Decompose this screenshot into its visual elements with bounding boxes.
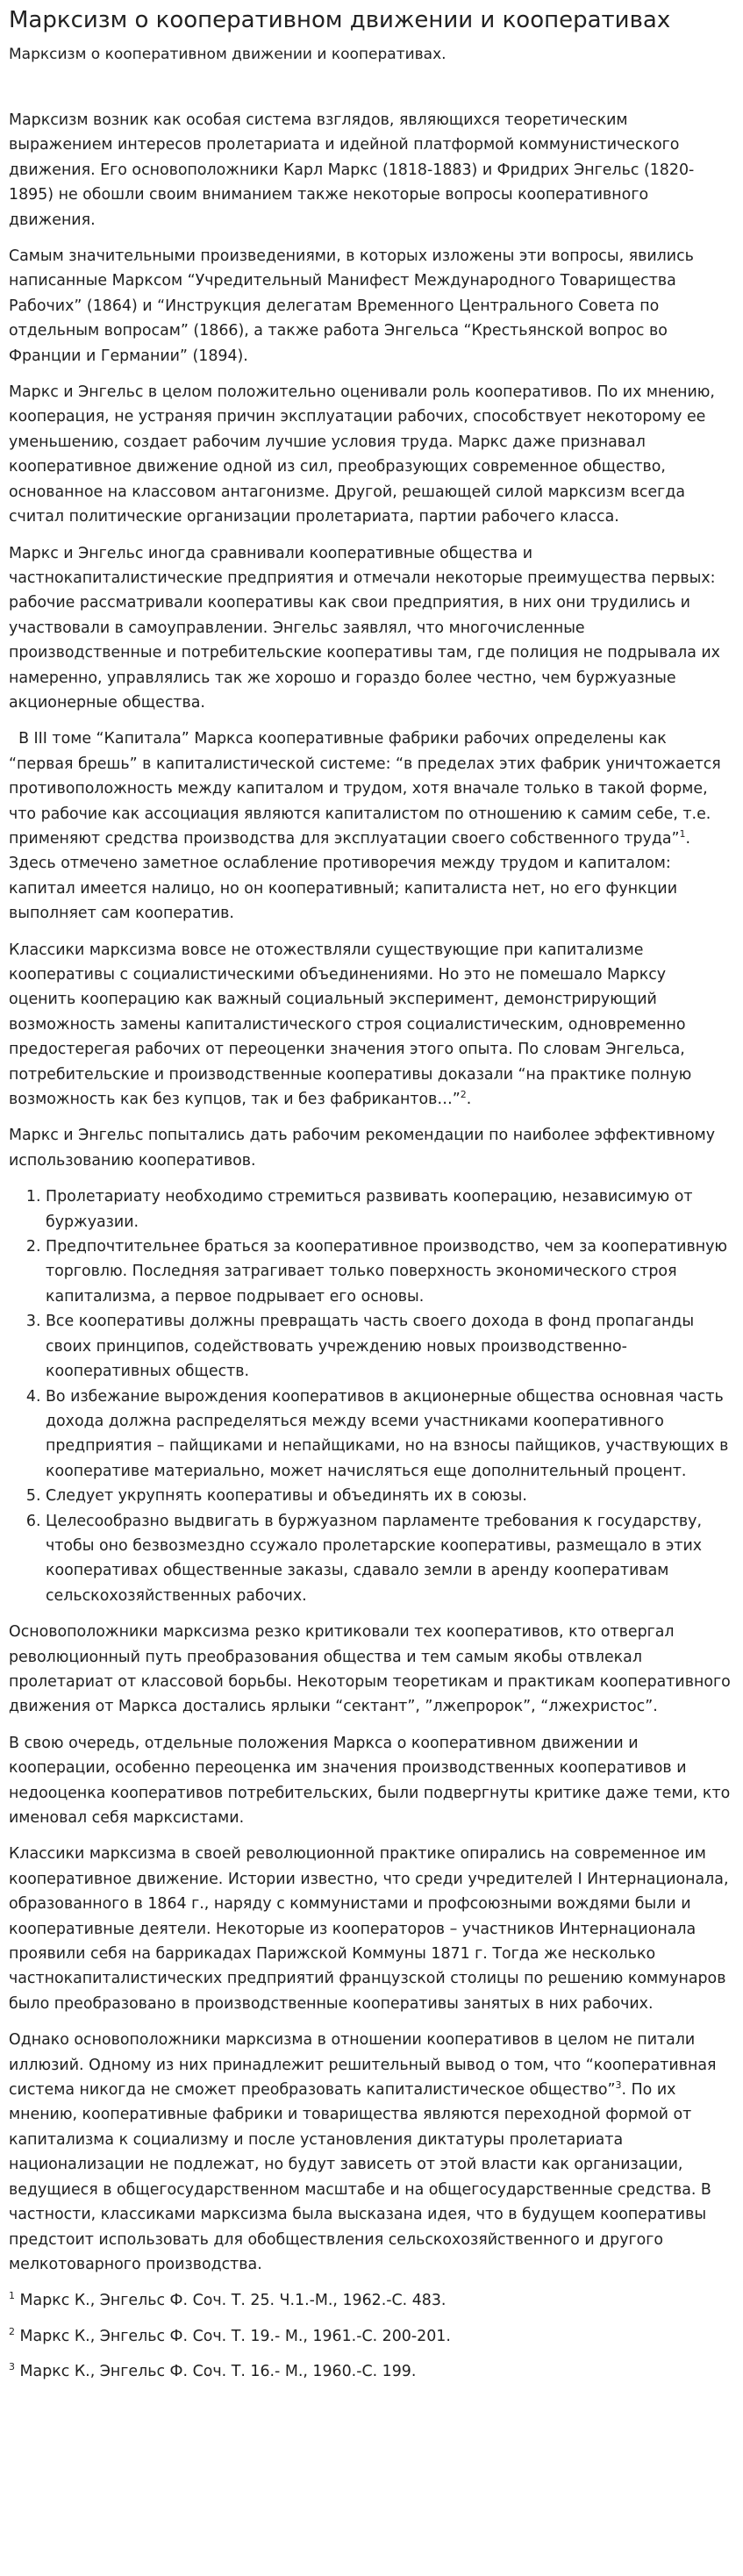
article-subtitle: Марксизм о кооперативном движении и кооперативах. bbox=[9, 46, 447, 63]
paragraph-10: Классики марксизма в своей революционной практике опирались на современное им кооперативное движение. Истории известно, что среди учредителей I Интернационала, образованного в 1864 г., наряду с коммунистами и профсоюзными вождями были и кооперативные деятели. Некоторые из кооператоров – участников Интернационала проявили себя на баррикадах Парижской Коммуны 1871 г. Тогда же несколько частнокапиталистических предприятий французской столицы по решению коммунаров было преобразовано в производственные кооперативы занятых в них рабочих. bbox=[9, 1845, 729, 2013]
paragraph-5 bbox=[9, 726, 734, 926]
paragraph-11-text: Однако основоположники марксизма в отношении кооперативов в целом не питали иллюзий. Одному из них принадлежит решительный вывод о том, что “кооперативная система никогда не сможет преобразовать капиталистическое общество” bbox=[9, 2031, 717, 2100]
paragraph-6-text: Классики марксизма вовсе не отожествляли существующие при капитализме кооперативы с социалистическими объединениями. Но это не помешало Марксу оценить кооперацию как важный социальный эксперимент, демонстрирующий возможность замены капиталистического строя социалистическим, одновременно предостерегая рабочих от переоценки значения этого опыта. По словам Энгельса, потребительские и производственные кооперативы доказали “на практике полную возможность как без купцов, так и без фабрикантов…” bbox=[9, 941, 692, 1109]
paragraph-7: Маркс и Энгельс попытались дать рабочим рекомендации по наиболее эффективному использованию кооперативов. bbox=[9, 1127, 716, 1170]
footnote-ref-1[interactable]: 1 bbox=[679, 828, 686, 841]
page-title: Марксизм о кооперативном движении и кооперативах bbox=[9, 7, 671, 33]
recommendations-list bbox=[9, 1184, 734, 1608]
list-item: 1. Пролетариату необходимо стремиться развивать кооперацию, независимую от буржуазии. bbox=[46, 1184, 734, 1234]
paragraph-9: В свою очередь, отдельные положения Маркса о кооперативном движении и кооперации, особенно переоценка им значения производственных кооперативов и недооценка кооперативов потребительских, были подвергнуты критике даже теми, кто именовал себя марксистами. bbox=[9, 1734, 731, 1827]
paragraph-8: Основоположники марксизма резко критиковали тех кооперативов, кто отвергал революционный путь преобразования общества и тем самым якобы отвлекал пролетариат от классовой борьбы. Некоторым теоретикам и практикам кооперативного движения от Маркса достались ярлыки “сектант”, ”лжепророк”, “лжехристос”. bbox=[9, 1623, 731, 1716]
footnote-number: 2 bbox=[9, 2325, 15, 2337]
footnote-ref-3[interactable]: 3 bbox=[615, 2079, 622, 2092]
paragraph-11 bbox=[9, 2028, 734, 2277]
paragraph-6 bbox=[9, 938, 734, 1113]
paragraph-3: Маркс и Энгельс в целом положительно оценивали роль кооперативов. По их мнению, кооперация, не устраняя причин эксплуатации рабочих, способствует некоторому ее уменьшению, создает рабочим лучшие условия труда. Маркс даже признавал кооперативное движение одной из сил, преобразующих современное общество, основанное на классовом антагонизме. Другой, решающей силой марксизм всегда считал политические организации пролетариата, партии рабочего класса. bbox=[9, 383, 715, 526]
paragraph-4: Маркс и Энгельс иногда сравнивали кооперативные общества и частнокапиталистические предприятия и отмечали некоторые преимущества первых: рабочие рассматривали кооперативы как свои предприятия, в них они трудились и участвовали в самоуправлении. Энгельс заявлял, что многочисленные производственные и потребительские кооперативы там, где полиция не подрывала их намеренно, управлялись так же хорошо и гораздо более честно, чем буржуазные акционерные общества. bbox=[9, 544, 720, 712]
paragraph-5-text: В III томе “Капитала” Маркса кооперативные фабрики рабочих определены как “первая брешь” в капиталистической системе: “в пределах этих фабрик уничтожается противоположность между капиталом и трудом, хотя вначале только в такой форме, что рабочие как ассоциация являются капиталистом по отношению к самим себе, т.е. применяют средства производства для эксплуатации своего собственного труда” bbox=[9, 730, 726, 848]
footnote-text: Маркс К., Энгельс Ф. Соч. Т. 25. Ч.1.-М., 1962.-С. 483. bbox=[15, 2292, 447, 2310]
footnote-1 bbox=[9, 2288, 734, 2313]
footnote-3 bbox=[9, 2359, 734, 2384]
paragraph-5-text-tail: . Здесь отмечено заметное ослабление противоречия между трудом и капиталом: капитал имеется налицо, но он кооперативный; капиталиста нет, но его функции выполняет сам кооператив. bbox=[9, 829, 696, 923]
paragraph-1: Марксизм возник как особая система взглядов, являющихся теоретическим выражением интересов пролетариата и идейной платформой коммунистического движения. Его основоположники Карл Маркс (1818-1883) и Фридрих Энгельс (1820-1895) не обошли своим вниманием также некоторые вопросы кооперативного движения. bbox=[9, 111, 695, 229]
footnote-number: 3 bbox=[9, 2361, 15, 2373]
list-item: 4. Во избежание вырождения кооперативов в акционерные общества основная часть дохода должна распределяться между всеми участниками кооперативного предприятия – пайщиками и непайщиками, но на взносы пайщиков, участвующих в кооперативе материально, может начисляться еще дополнительный процент. bbox=[46, 1385, 734, 1485]
footnote-2 bbox=[9, 2324, 734, 2349]
footnote-text: Маркс К., Энгельс Ф. Соч. Т. 16.- М., 1960.-С. 199. bbox=[15, 2363, 417, 2381]
list-item: 5. Следует укрупнять кооперативы и объединять их в союзы. bbox=[46, 1484, 734, 1508]
list-item: 2. Предпочтительнее браться за кооперативное производство, чем за кооперативную торговлю. Последняя затрагивает только поверхность экономического строя капитализма, а первое подрывает его основы. bbox=[46, 1234, 734, 1309]
footnote-ref-2[interactable]: 2 bbox=[460, 1089, 467, 1101]
paragraph-2: Самым значительными произведениями, в которых изложены эти вопросы, явились написанные Марксом “Учредительный Манифест Международного Товарищества Рабочих” (1864) и “Инструкция делегатам Временного Центрального Совета по отдельным вопросам” (1866), а также работа Энгельса “Крестьянской вопрос во Франции и Германии” (1894). bbox=[9, 247, 694, 365]
paragraph-11-text-tail: . По их мнению, кооперативные фабрики и товарищества являются переходной формой от капитализма к социализму и после установления диктатуры пролетариата национализации не подлежат, но будут зависеть от этой власти как организации, ведущиеся в общегосударственном масштабе и на общегосударственные средства. В частности, классиками марксизма была высказана идея, что в будущем кооперативы предстоит использовать для обобществления сельскохозяйственного и другого мелкотоварного производства. bbox=[9, 2081, 711, 2273]
paragraph-6-text-tail: . bbox=[466, 1091, 472, 1109]
list-item: 6. Целесообразно выдвигать в буржуазном парламенте требования к государству, чтобы оно безвозмездно ссужало пролетарские кооперативы, размещало в этих кооперативах общественные заказы, сдавало земли в аренду кооперативам сельскохозяйственных рабочих. bbox=[46, 1509, 734, 1609]
footnote-number: 1 bbox=[9, 2290, 15, 2302]
list-item: 3. Все кооперативы должны превращать часть своего дохода в фонд пропаганды своих принципов, содействовать учреждению новых производственно-кооперативных обществ. bbox=[46, 1309, 734, 1384]
footnote-text: Маркс К., Энгельс Ф. Соч. Т. 19.- М., 1961.-С. 200-201. bbox=[15, 2327, 451, 2345]
